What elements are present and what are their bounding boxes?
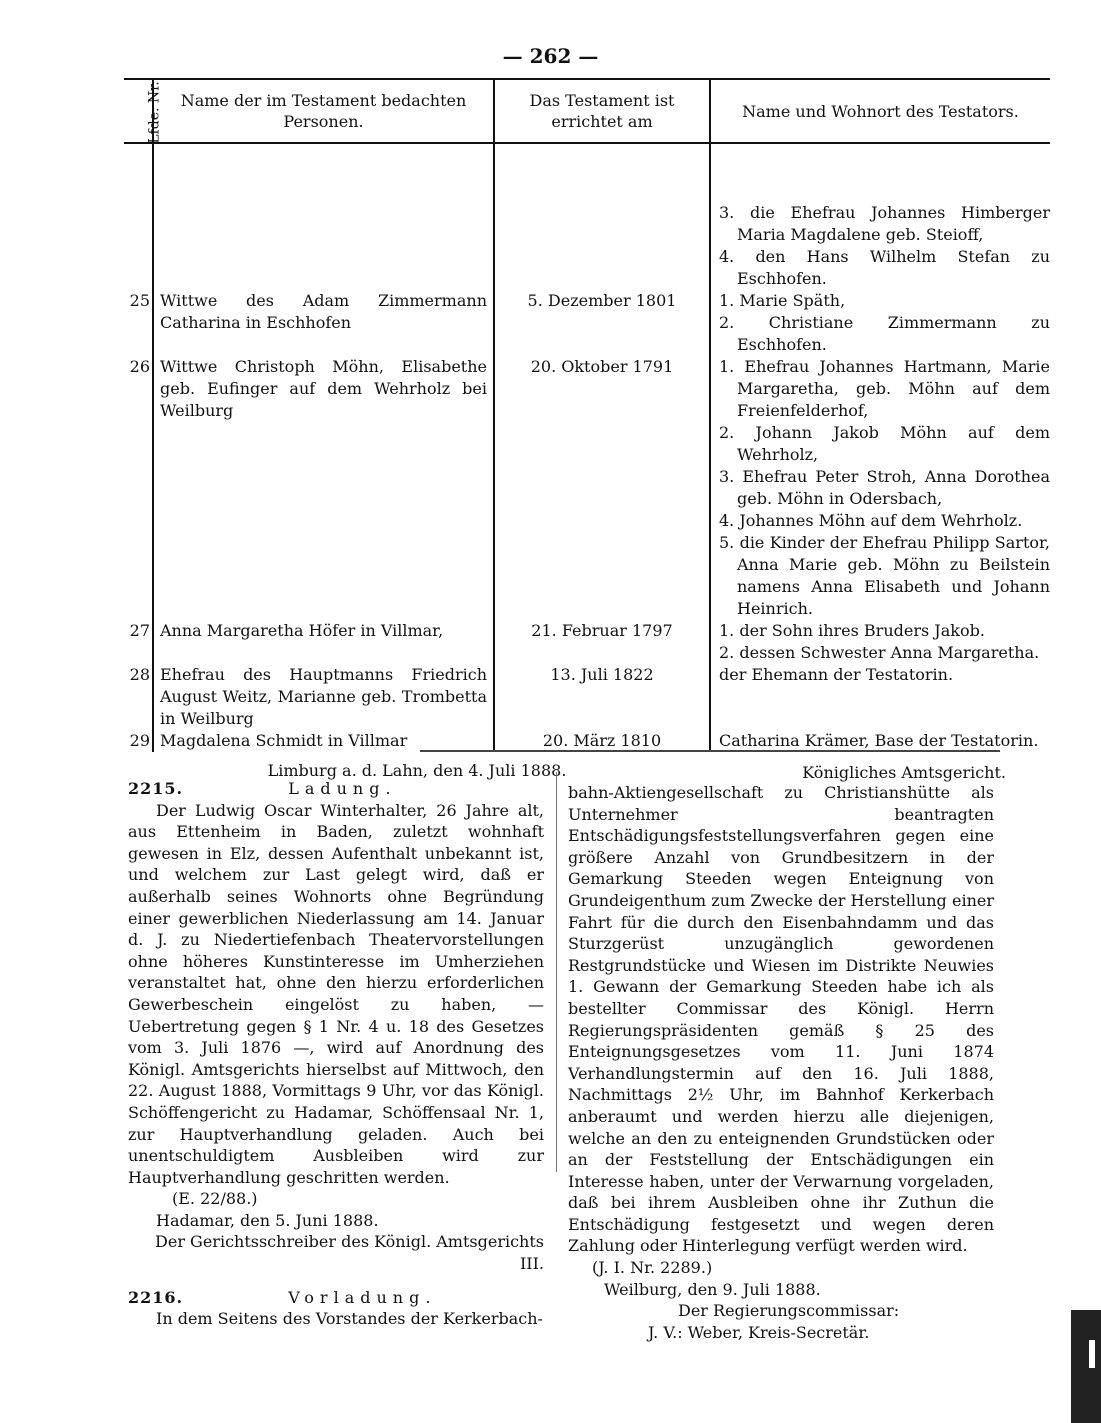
- notice-reference: (E. 22/88.): [172, 1189, 258, 1209]
- scan-edge-mark: [1071, 1310, 1101, 1423]
- header-testator: Name und Wohnort des Testators.: [710, 79, 1050, 143]
- header-nr: [124, 79, 163, 144]
- heir-entry: 1. der Sohn ihres Bruders Jakob.: [719, 621, 985, 640]
- cell-date: 13. Juli 1822: [494, 664, 710, 730]
- cell-date: 21. Februar 1797: [494, 620, 710, 664]
- column-divider: [556, 772, 557, 1172]
- table-row: [124, 290, 1050, 356]
- cell-date: 5. Dezember 1801: [494, 290, 710, 356]
- header-name: Name der im Testament bedachten Personen.: [153, 79, 494, 143]
- heir-entry: 4. den Hans Wilhelm Stefan zu Eschhofen.: [719, 247, 1050, 288]
- heir-entry: 5. die Kinder der Ehefrau Philipp Sartor, Anna Marie geb. Möhn zu Beilstein namens Anna Elisabeth und Johann Heinrich.: [719, 533, 1050, 618]
- cell-testator: [710, 290, 1050, 356]
- notice-column-left: [128, 778, 544, 1330]
- header-nr-label: Lfde. Nr.: [146, 80, 163, 144]
- cell-nr: [124, 143, 153, 290]
- heir-entry: 1. Ehefrau Johannes Hartmann, Marie Margaretha, geb. Möhn auf dem Freienfelderhof,: [719, 357, 1050, 420]
- notice-number: 2215.: [128, 779, 184, 798]
- heir-entry: 2. Johann Jakob Möhn auf dem Wehrholz,: [719, 423, 1050, 464]
- table-header-row: [124, 79, 1050, 143]
- cell-nr: 27: [129, 621, 150, 640]
- cell-name: Ehefrau des Hauptmanns Friedrich August Weitz, Marianne geb. Trombetta in Weilburg: [153, 664, 494, 730]
- table-row: [124, 356, 1050, 620]
- notice-body-continued: bahn-Aktiengesellschaft zu Christianshütte als Unternehmer beantragten Entschädigungsfeststellungsverfahren gegen eine größere Anzahl von Grundbesitzern in der Gemarkung Steeden wegen Enteignung von Grundeigenthum zum Zwecke der Herstellung einer Fahrt für die durch den Eisenbahndamm und das Sturzgerüst unzugänglich gewordenen Restgrundstücke und Wiesen im Distrikte Neuwies 1. Gewann der Gemarkung Steeden habe ich als bestellter Commissar des Königl. Herrn Regierungspräsidenten gemäß § 25 des Enteignungsgesetzes vom 11. Juni 1874 Verhandlungstermin auf den 16. Juli 1888, Nachmittags 2½ Uhr, im Bahnhof Kerkerbach anberaumt und werden hierzu alle diejenigen, welche an den zu enteignenden Grundstücken oder an der Feststellung der Entschädigungen ein Interesse haben, unter der Verwarnung vorgeladen, daß bei ihrem Ausbleiben ohne ihr Zuthun die Entschädigung festgesetzt und wegen deren Zahlung oder Hinterlegung verfügt werden wird.: [568, 783, 994, 1256]
- heir-entry: 3. die Ehefrau Johannes Himberger Maria Magdalene geb. Steioff,: [719, 203, 1050, 244]
- cell-nr: 25: [129, 291, 150, 310]
- table-row-continued: [124, 143, 1050, 290]
- cell-name: [153, 143, 494, 290]
- notice-place-date: Weilburg, den 9. Juli 1888.: [604, 1279, 821, 1299]
- table-row: [124, 730, 1050, 752]
- cell-name: Anna Margaretha Höfer in Villmar,: [153, 620, 494, 664]
- cell-name: Wittwe Christoph Möhn, Elisabethe geb. Eufinger auf dem Wehrholz bei Weilburg: [153, 356, 494, 620]
- heir-entry: Catharina Krämer, Base der Testatorin.: [719, 731, 1039, 750]
- heir-entry: 1. Marie Späth,: [719, 291, 846, 310]
- header-date: Das Testament ist errichtet am: [494, 79, 710, 143]
- scan-edge-gap: [1089, 1340, 1095, 1368]
- notice-place-date: Hadamar, den 5. Juni 1888.: [156, 1210, 379, 1230]
- cell-nr: 28: [129, 665, 150, 684]
- cell-date: [494, 143, 710, 290]
- page-number: — 262 —: [502, 44, 599, 68]
- heir-entry: der Ehemann der Testatorin.: [719, 665, 954, 684]
- cell-date: 20. Oktober 1791: [494, 356, 710, 620]
- cell-nr: 26: [129, 357, 150, 376]
- notice-title: Vorladung.: [288, 1287, 437, 1307]
- table-row: [124, 664, 1050, 730]
- notice-number: 2216.: [128, 1287, 184, 1307]
- heir-entry: 2. dessen Schwester Anna Margaretha.: [719, 643, 1040, 662]
- closing-court: Königliches Amtsgericht.: [802, 763, 1006, 782]
- notice-title: Ladung.: [288, 779, 397, 798]
- notice-2215-heading: [128, 778, 544, 800]
- notice-2216-heading: [128, 1287, 544, 1309]
- testament-table: [124, 78, 1050, 784]
- notice-signature-name: J. V.: Weber, Kreis-Secretär.: [648, 1322, 870, 1342]
- cell-testator: [710, 620, 1050, 664]
- heir-entry: 2. Christiane Zimmermann zu Eschhofen.: [719, 313, 1050, 354]
- table-row: [124, 620, 1050, 664]
- cell-name: Magdalena Schmidt in Villmar: [153, 730, 494, 752]
- cell-nr: 29: [129, 731, 150, 750]
- notice-signature-title: Der Regierungscommissar:: [678, 1301, 900, 1321]
- cell-testator: [710, 664, 1050, 730]
- notice-signature: Der Gerichtsschreiber des Königl. Amtsgerichts III.: [155, 1232, 544, 1274]
- heir-entry: 3. Ehefrau Peter Stroh, Anna Dorothea geb. Möhn in Odersbach,: [719, 467, 1050, 508]
- cell-testator: [710, 356, 1050, 620]
- cell-testator: [710, 730, 1050, 752]
- heir-entry: 4. Johannes Möhn auf dem Wehrholz.: [719, 511, 1023, 530]
- cell-name: Wittwe des Adam Zimmermann Catharina in Eschhofen: [153, 290, 494, 356]
- closing-location-date: Limburg a. d. Lahn, den 4. Juli 1888.: [267, 761, 567, 780]
- notice-body: Der Ludwig Oscar Winterhalter, 26 Jahre alt, aus Ettenheim in Baden, zuletzt wohnhaft gewesen in Elz, dessen Aufenthalt unbekannt ist, und welchem zur Last gelegt wird, daß er außerhalb seines Wohnorts ohne Begründung einer gewerblichen Niederlassung am 14. Januar d. J. zu Niedertiefenbach Theatervorstellungen ohne höheres Kunstinteresse im Umherziehen veranstaltet hat, ohne den hierzu erforderlichen Gewerbeschein eingelöst zu haben, — Uebertretung gegen § 1 Nr. 4 u. 18 des Gesetzes vom 3. Juli 1876 —, wird auf Anordnung des Königl. Amtsgerichts hierselbst auf Mittwoch, den 22. August 1888, Vormittags 9 Uhr, vor das Königl. Schöffengericht zu Hadamar, Schöffensaal Nr. 1, zur Hauptverhandlung geladen. Auch bei unentschuldigtem Ausbleiben wird zur Hauptverhandlung geschritten werden.: [128, 800, 544, 1187]
- notice-column-right: [568, 782, 994, 1343]
- notice-reference: (J. I. Nr. 2289.): [592, 1258, 713, 1278]
- cell-date: 20. März 1810: [494, 730, 710, 752]
- section-divider: [420, 750, 1000, 752]
- notice-body-start: In dem Seitens des Vorstandes der Kerkerbach-: [156, 1309, 543, 1329]
- cell-testator: [710, 143, 1050, 290]
